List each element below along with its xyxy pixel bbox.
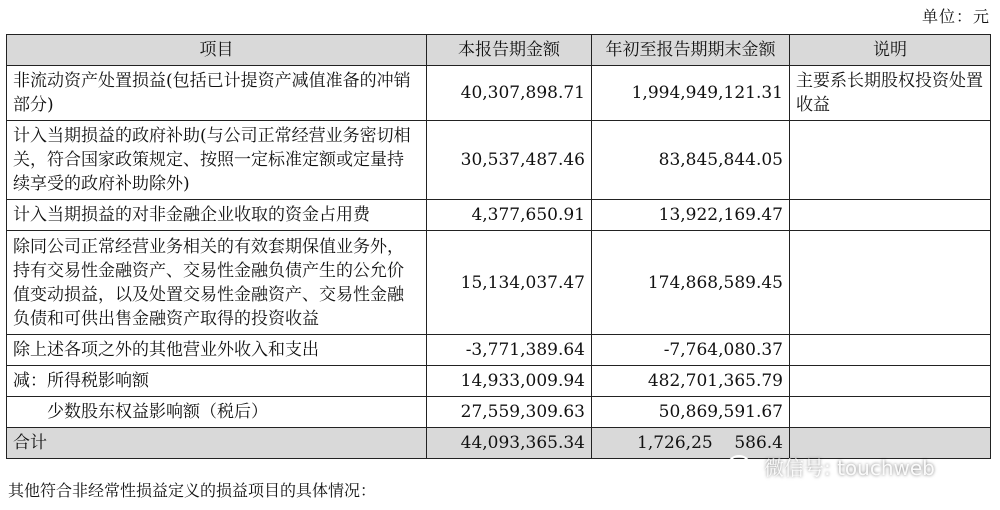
row-note — [790, 121, 991, 200]
wechat-icon — [728, 454, 758, 480]
row-item: 合计 — [7, 428, 427, 459]
header-ytd: 年初至报告期期末金额 — [592, 35, 790, 66]
row-note — [790, 200, 991, 231]
row-item: 非流动资产处置损益(包括已计提资产减值准备的冲销部分) — [7, 66, 427, 121]
table-row — [7, 200, 991, 231]
row-note — [790, 397, 991, 428]
row-ytd: 50,869,591.67 — [592, 397, 790, 428]
row-current: 4,377,650.91 — [427, 200, 592, 231]
row-ytd: 13,922,169.47 — [592, 200, 790, 231]
row-current: 14,933,009.94 — [427, 366, 592, 397]
table-row — [7, 231, 991, 335]
row-item: 少数股东权益影响额（税后） — [7, 397, 427, 428]
table-row — [7, 366, 991, 397]
row-current: 44,093,365.34 — [427, 428, 592, 459]
row-ytd: 482,701,365.79 — [592, 366, 790, 397]
row-ytd: -7,764,080.37 — [592, 335, 790, 366]
row-current: 15,134,037.47 — [427, 231, 592, 335]
row-ytd: 83,845,844.05 — [592, 121, 790, 200]
row-note — [790, 335, 991, 366]
watermark-text: 微信号: touchweb — [764, 456, 935, 480]
non-recurring-items-table — [6, 34, 991, 459]
table-row — [7, 335, 991, 366]
header-current-period: 本报告期金额 — [427, 35, 592, 66]
footer-text: 其他符合非经常性损益定义的损益项目的具体情况： — [8, 481, 377, 500]
row-current: -3,771,389.64 — [427, 335, 592, 366]
row-ytd: 1,726,25 586.4 — [592, 428, 790, 459]
row-item: 计入当期损益的对非金融企业收取的资金占用费 — [7, 200, 427, 231]
row-item: 除上述各项之外的其他营业外收入和支出 — [7, 335, 427, 366]
table-row — [7, 121, 991, 200]
watermark — [728, 452, 935, 481]
header-item: 项目 — [7, 35, 427, 66]
unit-label: 单位：元 — [921, 7, 990, 26]
table-row — [7, 66, 991, 121]
row-item: 减：所得税影响额 — [7, 366, 427, 397]
header-note: 说明 — [790, 35, 991, 66]
table-header-row — [7, 35, 991, 66]
row-note — [790, 231, 991, 335]
row-item: 计入当期损益的政府补助(与公司正常经营业务密切相关，符合国家政策规定、按照一定标准定额或定量持续享受的政府补助除外) — [7, 121, 427, 200]
table-row — [7, 397, 991, 428]
row-ytd: 174,868,589.45 — [592, 231, 790, 335]
row-ytd: 1,994,949,121.31 — [592, 66, 790, 121]
row-current: 30,537,487.46 — [427, 121, 592, 200]
row-current: 40,307,898.71 — [427, 66, 592, 121]
row-note: 主要系长期股权投资处置收益 — [790, 66, 991, 121]
row-note — [790, 366, 991, 397]
row-item: 除同公司正常经营业务相关的有效套期保值业务外，持有交易性金融资产、交易性金融负债产生的公允价值变动损益，以及处置交易性金融资产、交易性金融负债和可供出售金融资产取得的投资收益 — [7, 231, 427, 335]
row-current: 27,559,309.63 — [427, 397, 592, 428]
